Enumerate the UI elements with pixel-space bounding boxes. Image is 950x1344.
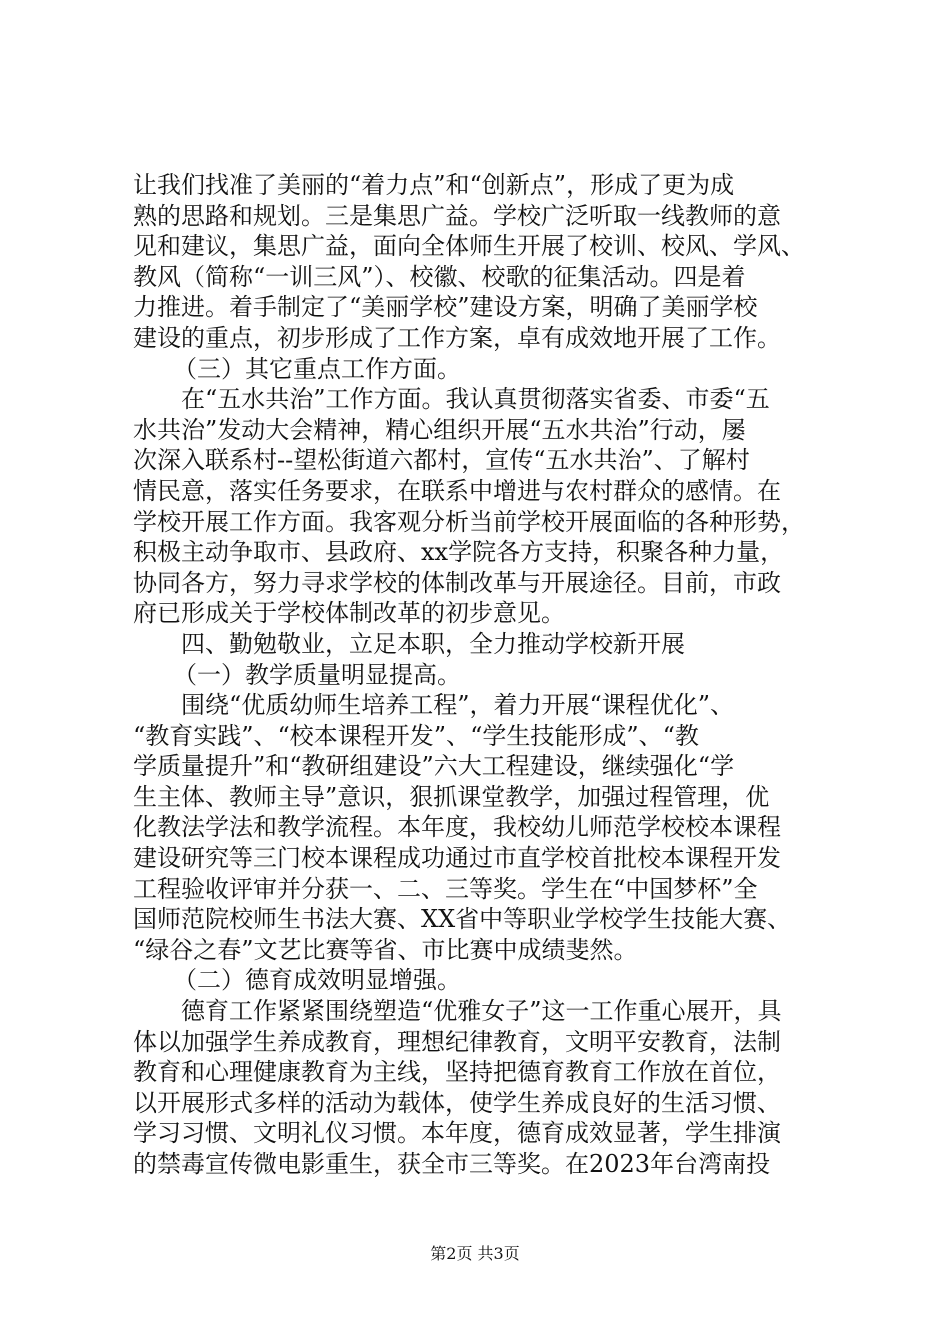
text-line: 协同各方，努力寻求学校的体制改革与开展途径。目前，市政: [133, 568, 781, 597]
section-heading: （三）其它重点工作方面。: [173, 354, 461, 383]
text-line: 教育和心理健康教育为主线，坚持把德育教育工作放在首位，: [133, 1058, 781, 1087]
subsection-heading: （二）德育成效明显增强。: [173, 966, 461, 995]
subsection-heading: （一）教学质量明显提高。: [173, 660, 461, 689]
text-line: 熟的思路和规划。三是集思广益。学校广泛听取一线教师的意: [133, 201, 781, 230]
page-number-footer: 第2页 共3页: [430, 1244, 520, 1263]
text-line: 学质量提升”和“教研组建设”六大工程建设，继续强化“学: [133, 752, 735, 781]
text-line: 学校开展工作方面。我客观分析当前学校开展面临的各种形势，: [133, 507, 805, 536]
text-line: 国师范院校师生书法大赛、XX省中等职业学校学生技能大赛、: [133, 905, 792, 934]
paragraph-start: 德育工作紧紧围绕塑造“优雅女子”这一工作重心展开，具: [181, 997, 782, 1026]
text-line: 次深入联系村--望松街道六都村，宣传“五水共治”、了解村: [133, 446, 750, 475]
text-line: 建设的重点，初步形成了工作方案，卓有成效地开展了工作。: [133, 323, 781, 352]
text-line: 见和建议，集思广益，面向全体师生开展了校训、校风、学风、: [133, 232, 805, 261]
text-line: 教风（简称“一训三风”）、校徽、校歌的征集活动。四是着: [133, 262, 746, 291]
section-heading: 四、勤勉敬业，立足本职，全力推动学校新开展: [181, 629, 685, 658]
text-line: 情民意，落实任务要求，在联系中增进与农村群众的感情。在: [133, 476, 781, 505]
text-line: “绿谷之春”文艺比赛等省、市比赛中成绩斐然。: [133, 935, 638, 964]
text-line: 化教法学法和教学流程。本年度，我校幼儿师范学校校本课程: [133, 813, 781, 842]
text-line: 工程验收评审并分获一、二、三等奖。学生在“中国梦杯”全: [133, 874, 758, 903]
text-line: 学习习惯、文明礼仪习惯。本年度，德育成效显著，学生排演: [133, 1119, 781, 1148]
text-line: 体以加强学生养成教育，理想纪律教育，文明平安教育，法制: [133, 1027, 781, 1056]
document-body: [133, 170, 833, 1180]
text-line: 让我们找准了美丽的“着力点”和“创新点”，形成了更为成: [133, 171, 735, 199]
text-line: “教育实践”、“校本课程开发”、“学生技能形成”、“教: [133, 721, 699, 750]
text-line: 府已形成关于学校体制改革的初步意见。: [133, 599, 565, 628]
text-line: 生主体、教师主导”意识，狠抓课堂教学，加强过程管理，优: [133, 782, 770, 811]
paragraph-start: 围绕“优质幼师生培养工程”，着力开展“课程优化”、: [181, 691, 735, 720]
text-line: 水共治”发动大会精神，精心组织开展“五水共治”行动，屡: [133, 415, 746, 444]
text-line: 积极主动争取市、县政府、xx学院各方支持，积聚各种力量，: [133, 538, 785, 567]
paragraph-start: 在“五水共治”工作方面。我认真贯彻落实省委、市委“五: [181, 385, 770, 414]
text-line: 的禁毒宣传微电影重生，获全市三等奖。在2023年台湾南投: [133, 1150, 771, 1178]
text-line: 建设研究等三门校本课程成功通过市直学校首批校本课程开发: [133, 844, 781, 873]
text-line: 以开展形式多样的活动为载体，使学生养成良好的生活习惯、: [133, 1088, 781, 1117]
text-line: 力推进。着手制定了“美丽学校”建设方案，明确了美丽学校: [133, 293, 758, 322]
